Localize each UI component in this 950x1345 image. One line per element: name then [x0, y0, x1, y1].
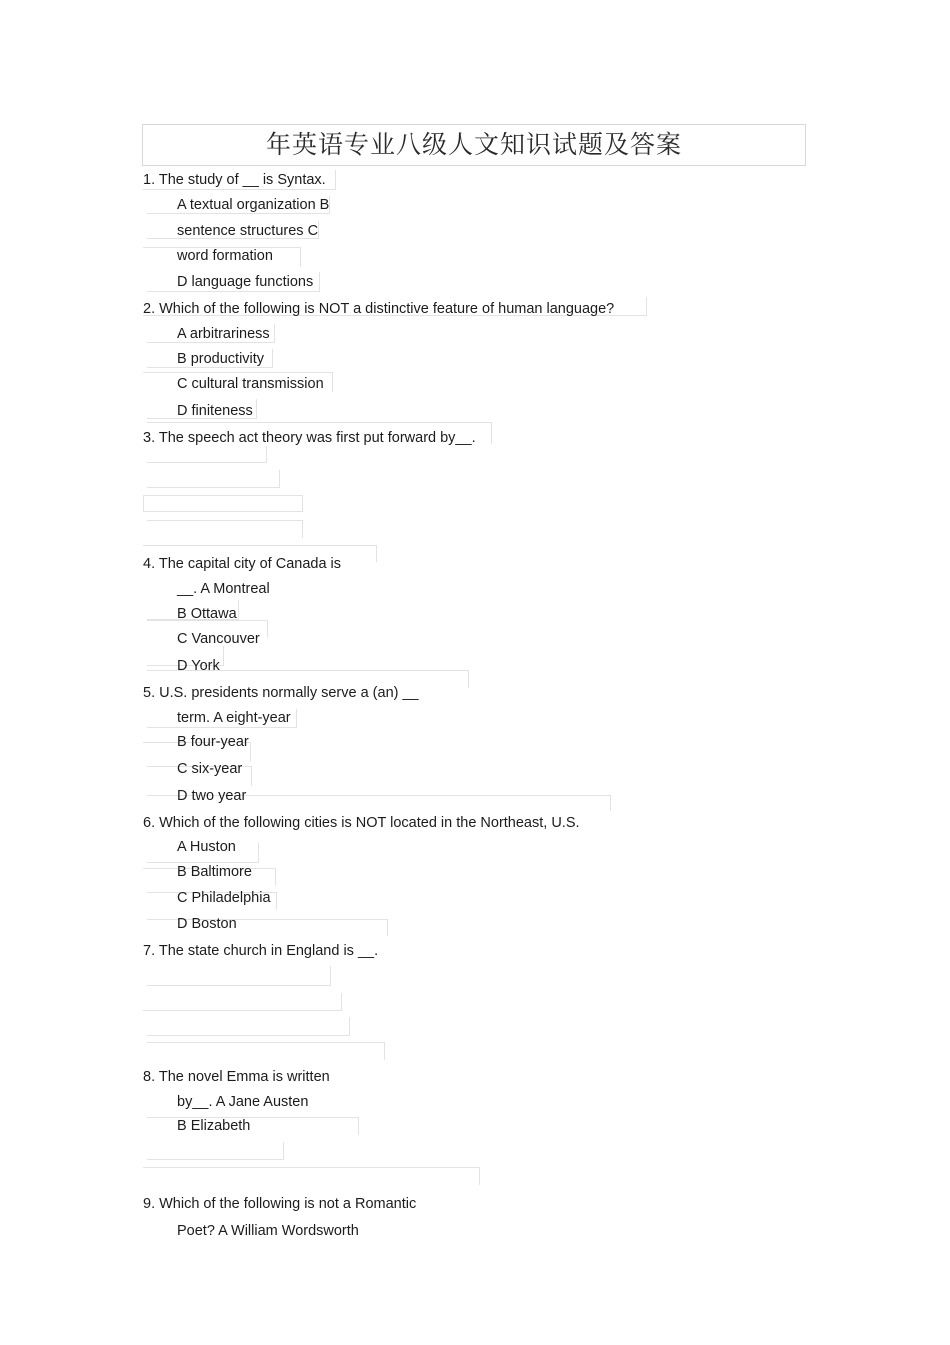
- scan-artifact: [147, 1042, 385, 1060]
- question-1-line-4: D language functions: [177, 274, 314, 290]
- scan-artifact: [143, 1167, 480, 1185]
- question-4-line-3: C Vancouver: [177, 631, 260, 647]
- question-1-line-3: word formation: [177, 248, 273, 264]
- scan-artifact: [143, 993, 342, 1011]
- question-2-line-2: B productivity: [177, 351, 265, 367]
- scan-artifact: [147, 446, 267, 463]
- scan-artifact: [147, 1142, 284, 1160]
- question-4-line-4: D York: [177, 658, 220, 674]
- question-5-stem: 5. U.S. presidents normally serve a (an) __: [143, 685, 419, 701]
- scan-artifact: [147, 1017, 350, 1036]
- question-4-line-2: B Ottawa: [177, 606, 237, 622]
- question-9-line-1: Poet? A William Wordsworth: [177, 1223, 359, 1239]
- scan-artifact: [147, 520, 303, 538]
- question-7-stem: 7. The state church in England is __.: [143, 943, 379, 959]
- question-2-stem: 2. Which of the following is NOT a distinctive feature of human language?: [143, 301, 615, 317]
- question-9-stem: 9. Which of the following is not a Romantic: [143, 1196, 417, 1212]
- question-5-line-3: C six-year: [177, 761, 243, 777]
- question-3-stem: 3. The speech act theory was first put forward by__.: [143, 430, 476, 446]
- question-4-stem: 4. The capital city of Canada is: [143, 556, 342, 572]
- document-title-box: [142, 124, 806, 166]
- question-2-line-3: C cultural transmission: [177, 376, 324, 392]
- question-5-line-4: D two year: [177, 788, 247, 804]
- question-1-line-2: sentence structures C: [177, 223, 319, 239]
- question-6-stem: 6. Which of the following cities is NOT located in the Northeast, U.S.: [143, 815, 580, 831]
- scan-artifact: [143, 495, 303, 512]
- question-5-line-2: B four-year: [177, 734, 249, 750]
- scan-artifact: [147, 470, 280, 488]
- question-6-line-1: A Huston: [177, 839, 236, 855]
- question-8-line-2: B Elizabeth: [177, 1118, 251, 1134]
- scan-artifact: [147, 966, 331, 986]
- question-5-line-1: term. A eight-year: [177, 710, 291, 726]
- question-4-line-1: __. A Montreal: [177, 581, 270, 597]
- question-6-line-4: D Boston: [177, 916, 237, 932]
- question-1-line-1: A textual organization B: [177, 197, 330, 213]
- question-8-stem: 8. The novel Emma is written: [143, 1069, 330, 1085]
- question-6-line-3: C Philadelphia: [177, 890, 271, 906]
- question-8-line-1: by__. A Jane Austen: [177, 1094, 309, 1110]
- question-2-line-4: D finiteness: [177, 403, 253, 419]
- question-1-stem: 1. The study of __ is Syntax.: [143, 172, 326, 188]
- question-6-line-2: B Baltimore: [177, 864, 252, 880]
- question-2-line-1: A arbitrariness: [177, 326, 270, 342]
- document-title: 年英语专业八级人文知识试题及答案: [265, 130, 682, 159]
